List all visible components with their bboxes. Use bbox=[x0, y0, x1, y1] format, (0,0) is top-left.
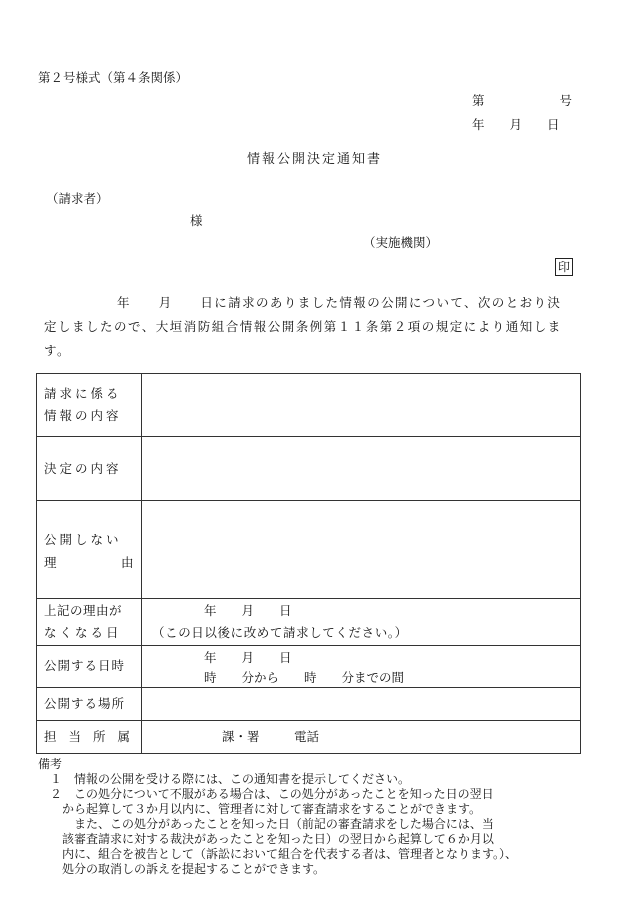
reason-label-a: 公開しない bbox=[44, 532, 122, 547]
reason-end-label-b: なくなる日 bbox=[44, 625, 122, 640]
body-line-2: 定しましたので、大垣消防組合情報公開条例第１１条第２項の規定により通知しま bbox=[44, 319, 562, 334]
disclosure-place-label: 公開する場所 bbox=[44, 696, 126, 711]
reason-end-label-a: 上記の理由が bbox=[44, 603, 123, 618]
responsible-dept-value[interactable] bbox=[142, 721, 581, 754]
disclosure-datetime-label-cell bbox=[37, 646, 142, 688]
responsible-dept-phone: 電話 bbox=[294, 729, 320, 744]
document-date: 年 月 日 bbox=[472, 117, 560, 132]
requested-info-label-a: 請求に係る bbox=[44, 386, 122, 401]
body-line-3: す。 bbox=[44, 343, 72, 358]
disclosure-date: 年 月 日 bbox=[204, 650, 292, 665]
notes-heading: 備考 bbox=[38, 757, 63, 771]
reason-label-b1: 理 bbox=[44, 555, 60, 570]
seal-mark: 印 bbox=[555, 258, 573, 276]
document-number: 第 号 bbox=[472, 93, 573, 108]
decision-label: 決定の内容 bbox=[44, 461, 122, 476]
requested-info-label-b: 情報の内容 bbox=[44, 408, 122, 423]
disclosure-place-label-cell bbox=[37, 688, 142, 721]
requested-info-value[interactable] bbox=[142, 374, 581, 437]
notes-line-3: から起算して３か月以内に、管理者に対して審査請求をすることができます。 bbox=[38, 802, 482, 816]
decision-value[interactable] bbox=[142, 437, 581, 501]
responsible-dept-label-cell bbox=[37, 721, 142, 754]
notes-line-5: 該審査請求に対する裁決があったことを知った日）の翌日から起算して６か月以 bbox=[38, 832, 494, 846]
responsible-dept-label: 担当所属 bbox=[44, 729, 143, 744]
responsible-dept-name: 課・署 bbox=[222, 729, 260, 744]
notes-line-4: また、この処分があったことを知った日（前記の審査請求をした場合には、当 bbox=[38, 817, 494, 831]
requested-info-label-cell bbox=[37, 374, 142, 437]
disclosure-datetime-value[interactable] bbox=[142, 646, 581, 688]
disclosure-datetime-label: 公開する日時 bbox=[44, 658, 126, 673]
form-number: 第２号様式（第４条関係） bbox=[38, 70, 189, 85]
reason-end-date: 年 月 日 bbox=[204, 603, 292, 618]
decision-table bbox=[36, 373, 581, 754]
honorific: 様 bbox=[190, 213, 203, 228]
reason-label-b2: 由 bbox=[121, 555, 134, 570]
notes-section bbox=[38, 757, 598, 877]
disclosure-place-value[interactable] bbox=[142, 688, 581, 721]
page-title: 情報公開決定通知書 bbox=[247, 152, 383, 167]
decision-label-cell bbox=[37, 437, 142, 501]
agency-label: （実施機関） bbox=[363, 235, 439, 250]
notes-line-1: １ 情報の公開を受ける際には、この通知書を提示してください。 bbox=[38, 772, 411, 786]
requester-label: （請求者） bbox=[46, 191, 109, 206]
notes-line-6: 内に、組合を被告として（訴訟において組合を代表する者は、管理者となります。）、 bbox=[38, 847, 518, 861]
reason-end-value[interactable] bbox=[142, 599, 581, 646]
body-line-1: 年 月 日に請求のありました情報の公開について、次のとおり決 bbox=[117, 295, 562, 310]
notes-line-7: 処分の取消しの訴えを提起することができます。 bbox=[38, 862, 326, 876]
reason-end-label-cell bbox=[37, 599, 142, 646]
reason-value[interactable] bbox=[142, 501, 581, 599]
reason-label-cell bbox=[37, 501, 142, 599]
notes-line-2: ２ この処分について不服がある場合は、この処分があったことを知った日の翌日 bbox=[38, 787, 494, 801]
reason-end-note: （この日以後に改めて請求してください。） bbox=[152, 625, 408, 640]
disclosure-time: 時 分から 時 分までの間 bbox=[204, 670, 405, 685]
